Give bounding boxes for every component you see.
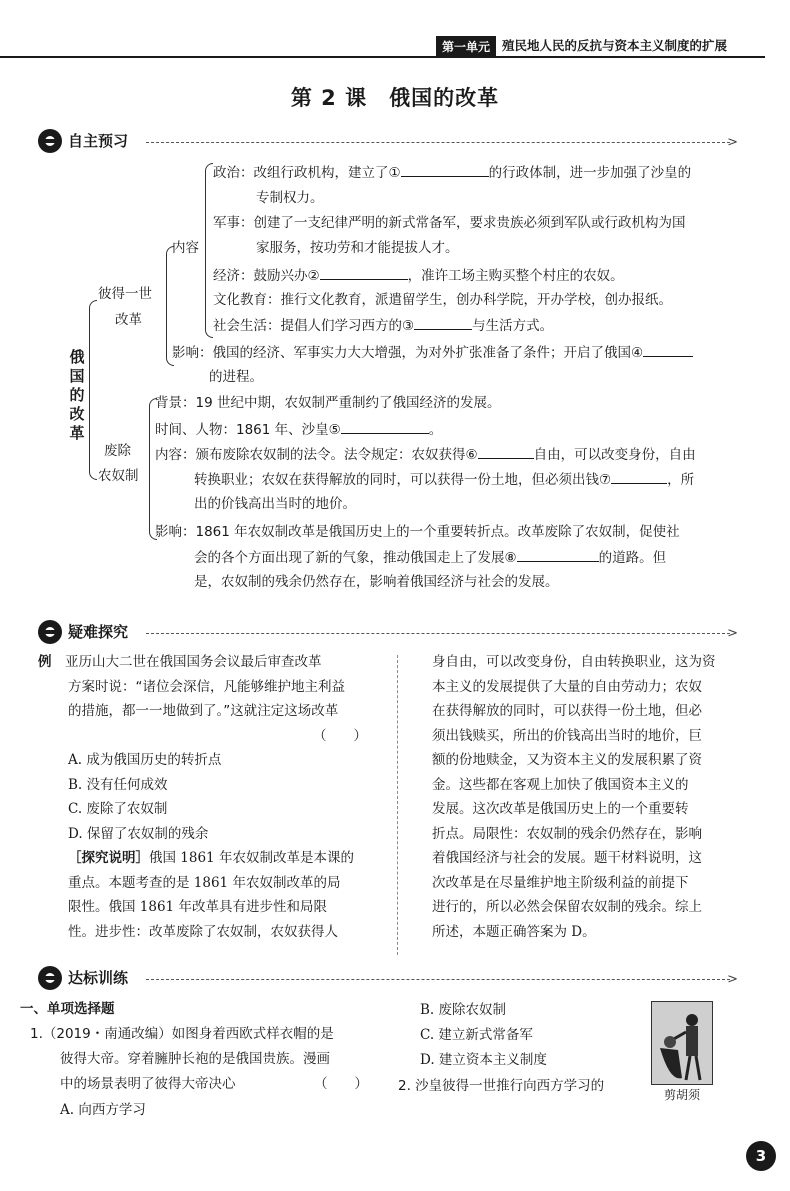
cartoon-illustration bbox=[652, 1002, 712, 1084]
answer-paren: （ ） bbox=[313, 727, 367, 744]
culture-line: 文化教育：推行文化教育，派遣留学生，创办科学院，开办学校，创办报纸。 bbox=[213, 292, 672, 308]
influence-line-2: 的进程。 bbox=[209, 369, 263, 385]
explain-line: 本主义的发展提供了大量的自由劳动力；农奴 bbox=[432, 678, 702, 695]
explain-line: 限性。俄国 1861 年改革具有进步性和局限 bbox=[68, 899, 327, 915]
politics-line: 政治：改组行政机构，建立了① 的行政体制，进一步加强了沙皇的 bbox=[213, 162, 691, 183]
example-left-column bbox=[38, 650, 373, 944]
section-divider bbox=[146, 633, 730, 634]
section-icon bbox=[38, 620, 62, 644]
section-title: 达标训练 bbox=[68, 969, 129, 987]
arrow-icon: > bbox=[727, 626, 738, 641]
brace-root bbox=[89, 300, 97, 480]
cartoon-image bbox=[651, 1001, 713, 1085]
question-section-title: 一、单项选择题 bbox=[20, 1001, 115, 1017]
q1-option-d: D. 建立资本主义制度 bbox=[420, 1052, 547, 1068]
politics-line-2: 专制权力。 bbox=[256, 190, 324, 206]
serf-influence: 影响：1861 年农奴制改革是俄国历史上的一个重要转折点。改革废除了农奴制，促使社 bbox=[155, 524, 680, 540]
serf-label: 废除 bbox=[104, 443, 131, 459]
q1-line: 1.（2019・南通改编）如图身着西欧式样衣帽的是 bbox=[30, 1026, 334, 1042]
example-right-column bbox=[432, 650, 772, 944]
peter-label: 彼得一世 bbox=[98, 286, 152, 302]
military-line: 军事：创建了一支纪律严明的新式常备军，要求贵族必须到军队或行政机构为国 bbox=[213, 215, 686, 231]
serf-influence-2: 会的各个方面出现了新的气象，推动俄国走上了发展⑧ 的道路。但 bbox=[194, 547, 666, 568]
section-title: 自主预习 bbox=[68, 132, 129, 150]
section-title: 疑难探究 bbox=[68, 623, 129, 641]
serf-background: 背景：19 世纪中期，农奴制严重制约了俄国经济的发展。 bbox=[155, 395, 501, 411]
section-icon bbox=[38, 966, 62, 990]
social-line: 社会生活：提倡人们学习西方的③ 与生活方式。 bbox=[213, 315, 553, 336]
explain-line: 身自由，可以改变身份，自由转换职业，这为资 bbox=[432, 654, 716, 670]
explain-line: 着俄国经济与社会的发展。题干材料说明，这 bbox=[432, 850, 702, 866]
explain-line: 所述，本题正确答案为 D。 bbox=[432, 923, 596, 940]
q2-line: 2. 沙皇彼得一世推行向西方学习的 bbox=[398, 1078, 605, 1094]
example-question: 例 亚历山大二世在俄国国务会议最后审查改革 bbox=[38, 654, 322, 670]
military-line-2: 家服务，按功劳和才能提拔人才。 bbox=[256, 240, 459, 256]
unit-title: 殖民地人民的反抗与资本主义制度的扩展 bbox=[502, 38, 728, 53]
unit-badge: 第一单元 bbox=[436, 36, 496, 57]
option-b: B. 没有任何成效 bbox=[68, 776, 168, 793]
header-divider bbox=[0, 56, 765, 58]
explain-line: 性。进步性：改革废除了农奴制，农奴获得人 bbox=[68, 923, 338, 940]
explain-line: 金。这些都在客观上加快了俄国资本主义的 bbox=[432, 776, 689, 793]
peter-label-2: 改革 bbox=[115, 312, 142, 328]
diagram-root: 俄国的改革 bbox=[69, 348, 85, 442]
arrow-icon: > bbox=[727, 135, 738, 150]
option-c: C. 废除了农奴制 bbox=[68, 801, 168, 817]
explain-line: 次改革是在尽量维护地主阶级利益的前提下 bbox=[432, 874, 689, 891]
explain-line: 发展。这次改革是俄国历史上的一个重要转 bbox=[432, 801, 689, 817]
serf-influence-3: 是，农奴制的残余仍然存在，影响着俄国经济与社会的发展。 bbox=[194, 574, 559, 590]
example-question-line: 的措施，都一一地做到了。”这就注定这场改革 bbox=[68, 703, 339, 719]
serf-content-2: 转换职业；农奴在获得解放的同时，可以获得一份土地，但必须出钱⑦ ，所 bbox=[194, 469, 694, 490]
explain-line: 重点。本题考查的是 1861 年农奴制改革的局 bbox=[68, 874, 341, 891]
q1-option-c: C. 建立新式常备军 bbox=[420, 1027, 533, 1043]
section-divider bbox=[146, 979, 730, 980]
brace-content bbox=[205, 163, 213, 338]
economy-line: 经济：鼓励兴办② ，准许工场主购买整个村庄的农奴。 bbox=[213, 265, 624, 286]
cartoon-caption: 剪胡须 bbox=[664, 1088, 701, 1102]
section-header-explore bbox=[38, 620, 738, 646]
serf-content-3: 出的价钱高出当时的地价。 bbox=[194, 496, 356, 512]
lesson-title: 第 2 课 俄国的改革 bbox=[290, 86, 500, 110]
serf-time: 时间、人物：1861 年、沙皇⑤ 。 bbox=[155, 419, 442, 440]
explain-line: 须出钱赎买，所出的价钱高出当时的地价，巨 bbox=[432, 727, 702, 744]
q1-option-b: B. 废除农奴制 bbox=[420, 1002, 507, 1018]
q1-option-a: A. 向西方学习 bbox=[60, 1102, 146, 1118]
option-a: A. 成为俄国历史的转折点 bbox=[68, 752, 222, 768]
q1-line: 彼得大帝。穿着臃肿长袍的是俄国贵族。漫画 bbox=[60, 1051, 330, 1067]
explain-line: 折点。局限性：农奴制的残余仍然存在，影响 bbox=[432, 825, 702, 842]
explain-line: 额的份地赎金，又为资本主义的发展积累了资 bbox=[432, 752, 702, 768]
influence-line: 影响：俄国的经济、军事实力大大增强，为对外扩张准备了条件；开启了俄国④ bbox=[172, 342, 693, 363]
section-icon bbox=[38, 129, 62, 153]
explain-line: 进行的，所以必然会保留农奴制的残余。综上 bbox=[432, 899, 702, 915]
section-divider bbox=[146, 142, 730, 143]
explain-line: 在获得解放的同时，可以获得一份土地，但必 bbox=[432, 703, 702, 719]
q1-line: 中的场景表明了彼得大帝决心 bbox=[60, 1076, 236, 1092]
serf-content: 内容：颁布废除农奴制的法令。法令规定：农奴获得⑥ 自由，可以改变身份，自由 bbox=[155, 444, 696, 465]
section-header-practice bbox=[38, 966, 738, 992]
arrow-icon: > bbox=[727, 972, 738, 987]
option-d: D. 保留了农奴制的残余 bbox=[68, 825, 209, 842]
section-header-preview bbox=[38, 129, 738, 155]
serf-label-2: 农奴制 bbox=[98, 468, 139, 484]
example-question-line: 方案时说：“诸位会深信，凡能够维护地主利益 bbox=[68, 678, 345, 695]
column-divider bbox=[397, 655, 398, 955]
page-number: 3 bbox=[746, 1141, 776, 1171]
explain-line: ［探究说明］俄国 1861 年农奴制改革是本课的 bbox=[68, 850, 354, 866]
content-label: 内容 bbox=[172, 240, 199, 256]
q1-answer-paren: （ ） bbox=[314, 1076, 368, 1092]
